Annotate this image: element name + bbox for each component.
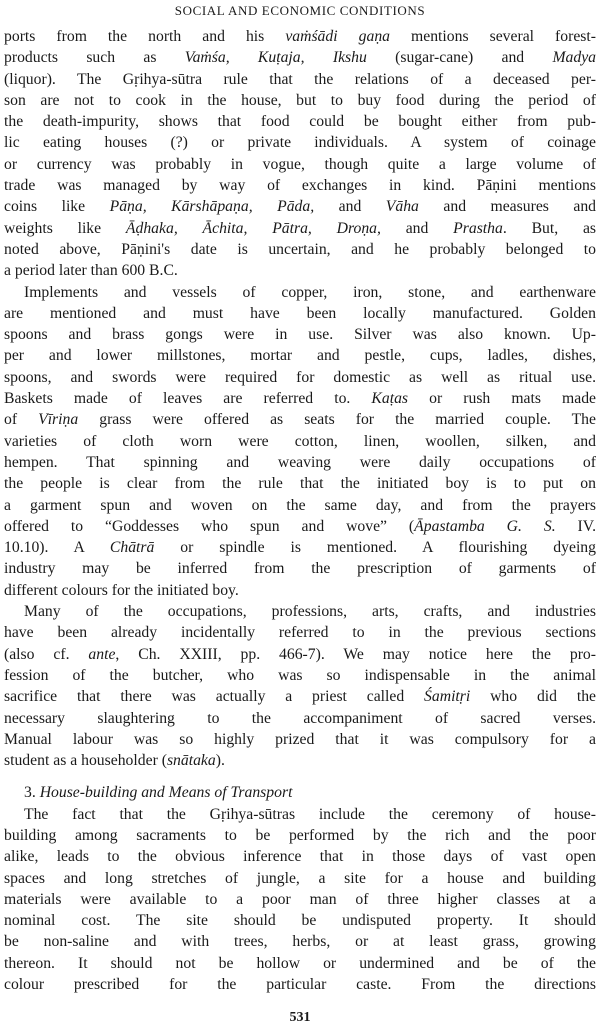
text-line: coins like Pāṇa, Kārshāpaṇa, Pāda, and Vāha and measures and [4,198,597,216]
text-line: building among sacraments to be performed by the rich and the poor [4,826,596,844]
text-line: products such as Vaṁśa, Kuṭaja, Ikshu (sugar-cane) and Madya [4,49,596,67]
text-line: of Vīriṇa grass were offered as seats for the married couple. The [4,411,596,429]
text-line: noted above, Pāṇini's date is uncertain, and he probably belonged to [4,240,596,258]
text-line: (liquor). The Gṛihya-sūtra rule that the relations of a deceased per- [4,70,596,88]
section-heading: 3. House-building and Means of Transport [24,784,293,802]
text-line: the death-impurity, shows that food could be bought either from pub- [4,113,596,131]
text-line: spoons and brass gongs were in use. Silver was also known. Up- [4,326,596,344]
text-line: The fact that the Gṛihya-sūtras include the ceremony of house- [24,805,596,823]
text-line: or currency was probably in vogue, though quite a large volume of [4,155,596,173]
text-line: spoons, and swords were required for domestic as well as ritual use. [4,368,596,386]
text-line: be non-saline and with trees, herbs, or at least grass, growing [4,933,596,951]
text-line: lic eating houses (?) or private individuals. A system of coinage [4,134,596,152]
text-line: colour prescribed for the particular caste. From the directions [4,976,596,994]
text-line: necessary slaughtering to the accompaniment of sacred verses. [4,709,596,727]
text-line: thereon. It should not be hollow or undermined and be of the [4,954,596,972]
text-line: Many of the occupations, professions, arts, crafts, and industries [24,603,596,621]
text-line: ports from the north and his vaṁśādi gaṇa mentions several forest- [4,28,596,45]
text-line: 10.10). A Chātrā or spindle is mentioned. A flourishing dyeing [4,539,596,557]
text-line: a period later than 600 B.C. [4,262,178,280]
text-line: the people is clear from the rule that the initiated boy is to put on [4,475,596,493]
text-line: Baskets made of leaves are referred to. Kaṭas or rush mats made [4,390,596,408]
text-line: weights like Āḍhaka, Āchita, Pātra, Droṇa, and Prastha. But, as [4,219,597,237]
text-line: Manual labour was so highly prized that it was compulsory for a [4,730,596,748]
text-line: spaces and long stretches of jungle, a site for a house and building [4,869,596,887]
text-line: industry may be inferred from the prescription of garments of [4,560,596,578]
text-line: per and lower millstones, mortar and pestle, cups, ladles, dishes, [4,347,596,365]
text-line: are mentioned and must have been locally manufactured. Golden [4,304,596,322]
text-line: have been already incidentally referred to in the previous sections [4,624,596,642]
text-line: Implements and vessels of copper, iron, stone, and earthenware [24,283,596,301]
text-line: a garment spun and woven on the same day, and from the prayers [4,496,596,514]
text-line: offered to “Goddesses who spun and wove” (Āpastamba G. S. IV. [4,517,596,535]
text-line: student as a householder (snātaka). [4,752,225,770]
running-head: SOCIAL AND ECONOMIC CONDITIONS [174,3,426,18]
text-line: trade was managed by way of exchanges in kind. Pāṇini mentions [4,177,596,195]
body-text [4,26,596,995]
text-line: materials were available to a poor man of three higher classes at a [4,890,596,908]
text-line: hempen. That spinning and weaving were daily occupations of [4,453,596,471]
text-line: sacrifice that there was actually a priest called Śamitṛi who did the [4,688,597,706]
text-line: (also cf. ante, Ch. XXIII, pp. 466-7). We may notice here the pro- [4,645,596,663]
text-line: fession of the butcher, who was so indispensable in the animal [4,666,596,684]
text-line: son are not to cook in the house, but to buy food during the period of [4,91,596,109]
page-number: 531 [289,1010,311,1025]
text-line: varieties of cloth worn were cotton, linen, woollen, silken, and [4,432,596,450]
text-line: alike, leads to the obvious inference that in those days of vast open [4,848,596,866]
text-line: different colours for the initiated boy. [4,581,239,599]
text-line: nominal cost. The site should be undisputed property. It should [4,912,596,930]
